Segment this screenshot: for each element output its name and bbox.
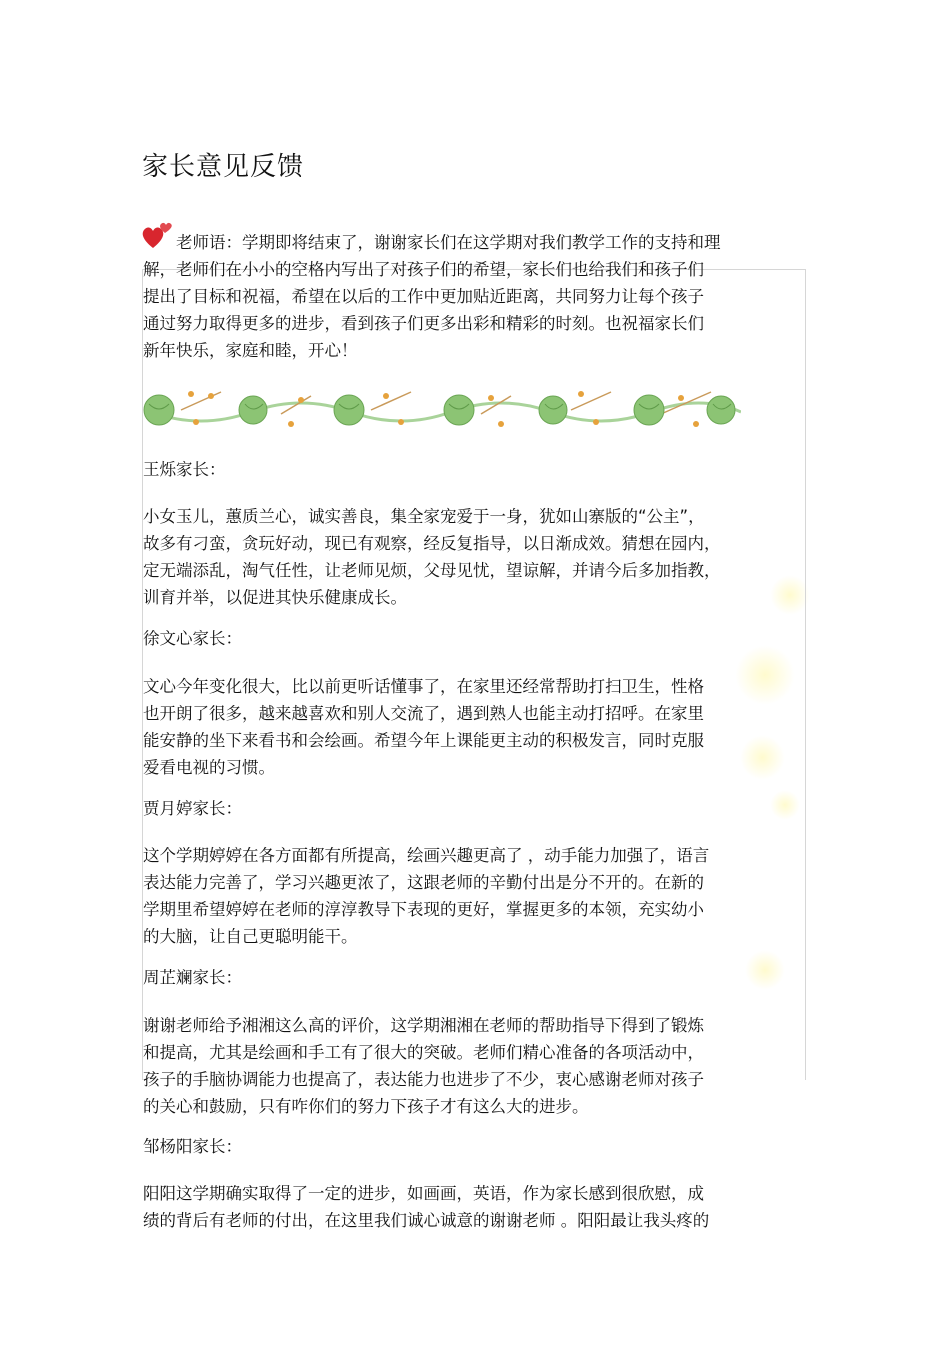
feedback-line: 小女玉儿，蕙质兰心，诚实善良，集全家宠爱于一身，犹如山寨版的“公主”， xyxy=(143,507,705,526)
parent-name: 周芷斓家长： xyxy=(143,968,242,987)
teacher-message-line: 老师语：学期即将结束了，谢谢家长们在这学期对我们教学工作的支持和理 xyxy=(176,233,721,252)
teacher-message xyxy=(143,229,803,364)
feedback-line: 的大脑，让自己更聪明能干。 xyxy=(143,927,358,946)
feedback-line: 定无端添乱，淘气任性，让老师见烦，父母见忧，望谅解，并请今后多加指教， xyxy=(143,561,721,580)
teacher-message-line: 解，老师们在小小的空格内写出了对孩子们的希望，家长们也给我们和孩子们 xyxy=(143,260,704,279)
feedback-line: 和提高，尤其是绘画和手工有了很大的突破。老师们精心准备的各项活动中， xyxy=(143,1043,704,1062)
parent-feedback xyxy=(143,1012,803,1120)
parent-name: 邹杨阳家长： xyxy=(143,1137,242,1156)
teacher-message-line: 提出了目标和祝福，希望在以后的工作中更加贴近距离，共同努力让每个孩子 xyxy=(143,287,704,306)
feedback-line: 阳阳这学期确实取得了一定的进步，如画画，英语，作为家长感到很欣慰，成 xyxy=(143,1184,704,1203)
feedback-line: 也开朗了很多，越来越喜欢和别人交流了，遇到熟人也能主动打招呼。在家里 xyxy=(143,704,704,723)
feedback-line: 学期里希望婷婷在老师的淳淳教导下表现的更好，掌握更多的本领，充实幼小 xyxy=(143,900,704,919)
feedback-line: 文心今年变化很大，比以前更听话懂事了，在家里还经常帮助打扫卫生，性格 xyxy=(143,677,704,696)
feedback-line: 表达能力完善了，学习兴趣更浓了，这跟老师的辛勤付出是分不开的。在新的 xyxy=(143,873,704,892)
parent-name: 徐文心家长： xyxy=(143,629,242,648)
feedback-line: 的关心和鼓励，只有咋你们的努力下孩子才有这么大的进步。 xyxy=(143,1097,589,1116)
feedback-line: 绩的背后有老师的付出，在这里我们诚心诚意的谢谢老师 。阳阳最让我头疼的 xyxy=(143,1211,710,1230)
feedback-line: 谢谢老师给予湘湘这么高的评价，这学期湘湘在老师的帮助指导下得到了锻炼 xyxy=(143,1016,704,1035)
teacher-message-line: 通过努力取得更多的进步，看到孩子们更多出彩和精彩的时刻。也祝福家长们 xyxy=(143,314,704,333)
feedback-line: 这个学期婷婷在各方面都有所提高，绘画兴趣更高了 ，动手能力加强了，语言 xyxy=(143,846,710,865)
feedback-line: 训育并举，以促进其快乐健康成长。 xyxy=(143,588,407,607)
parent-feedback xyxy=(143,1180,803,1234)
feedback-line: 能安静的坐下来看书和会绘画。希望今年上课能更主动的积极发言，同时克服 xyxy=(143,731,704,750)
parent-feedback xyxy=(143,842,803,950)
feedback-line: 爱看电视的习惯。 xyxy=(143,758,275,777)
parent-name: 王烁家长： xyxy=(143,460,226,479)
feedback-line: 孩子的手脑协调能力也提高了，表达能力也进步了不少，衷心感谢老师对孩子 xyxy=(143,1070,704,1089)
parent-feedback xyxy=(143,503,803,611)
yarn-vine-divider xyxy=(141,386,741,432)
feedback-line: 故多有刁蛮，贪玩好动，现已有观察，经反复指导，以日渐成效。猜想在园内， xyxy=(143,534,721,553)
parent-feedback xyxy=(143,673,803,781)
page-title: 家长意见反馈 xyxy=(142,152,305,182)
parent-name: 贾月婷家长： xyxy=(143,799,242,818)
teacher-message-line: 新年快乐，家庭和睦，开心！ xyxy=(143,341,358,360)
